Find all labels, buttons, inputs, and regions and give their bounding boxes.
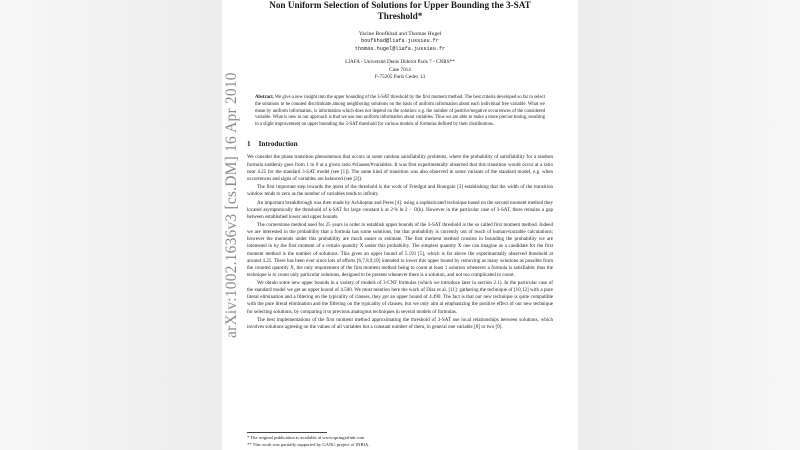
body-text: [247, 154, 553, 331]
paragraph-6: The best implementations of the first moment method approximating the threshold of 3-SAT use local relationships between solutions, which involves solutions agreeing on the values of all variables but a constant number of them, in general one variable [8] or two [9].: [247, 316, 553, 331]
abstract: [255, 95, 545, 128]
paragraph-2: The first important step towards the quest of the threshold is the work of Friedgut and Bourgain [3] establishing that the width of the transition window tends to zero as the number of variables tends to infinity.: [247, 184, 553, 198]
title-line-1: Non Uniform Selection of Solutions for Upper Bounding the 3-SAT: [269, 0, 531, 10]
author-email-2[interactable]: thomas.hugel@liafa.jussieu.fr: [354, 45, 446, 52]
abstract-text: We give a new insight into the upper bounding of the 3-SAT threshold by the first moment method. The best criteria developed so far to select the solutions to be counted discriminate among neighboring solutions on the basis of uniform information about each individual free variable. What we mean by uniform information, is information which does not depend on the solution: e.g. the number of positive/negative occurrences of the considered variable. What is new in our approach is that we use non uniform information about variables. Thus we are able to make a more precise tuning, resulting in a slight improvement on upper bounding the 3-SAT threshold for various models of formulas defined by their distributions.: [255, 95, 545, 127]
paragraph-1: We consider the phase transition phenomenon that occurs in some random satisfiability problems, where the probability of satisfiability for a random formula suddenly goes from 1 to 0 at a given ratio #clauses/#variables. It was first experimentally observed that this transition would occur at a ratio near 4.25 for the standard 3-SAT model (see [1]). The same kind of transition was also observed in some variants of the standard model, e.g. when occurrences and signs of variables are balanced (see [2]).: [247, 154, 553, 182]
paragraph-5: We obtain some new upper bounds in a variety of models of 3-CNF formulas (which we introduce later in section 2.1). In the particular case of the standard model we get an upper bound of 4.500. We must mention here the work of Díaz et al. [11]: gathering the technique of [10,12] with a pure literal elimination and a filtering on the typicality of clauses, they got an upper bound of 4.490. The fact is that our new technique is quite compatible with the pure literal elimination and the filtering on the typicality of clauses, but we only aim at emphasizing the positive effect of our new technique for selecting solutions, by comparing it to previous analogous techniques in several models of formulas.: [247, 280, 553, 315]
author-names: Yacine Boufkhad and Thomas Hugel: [358, 31, 442, 37]
arxiv-stamp-text: arXiv:1002.1636v3 [cs.DM] 16 Apr 2010: [223, 72, 240, 338]
paragraph-3: An important breakthrough was then made by Achlioptas and Peres [4]: using a sophisticated technique based on the second moment method they located asymptotically the threshold of k-SAT for large constant k at 2^k ln 2 − O(k). However in the particular case of 3-SAT, there remains a gap between established lower and upper bounds.: [247, 199, 553, 220]
abstract-label: Abstract.: [255, 95, 274, 101]
author-block: [247, 31, 553, 53]
footnotes: [247, 432, 370, 447]
affiliation-line-1: LIAFA - Université Denis Diderot Paris 7 - CNRS**: [345, 59, 455, 66]
affiliation-block: [247, 59, 553, 81]
author-email-1[interactable]: boufkhad@liafa.jussieu.fr: [361, 38, 439, 45]
paper-content: [247, 0, 553, 331]
paper-page: [222, 0, 578, 450]
footnote-2: ** This work was partially supported by GANG project of INRIA.: [247, 442, 370, 447]
section-heading: [247, 140, 553, 149]
affiliation-line-2: Case 7014: [389, 66, 411, 73]
paragraph-4: The cornerstone method used for 25 years in order to establish upper bounds of the 3-SAT threshold is the so called first moment method. Indeed we are interested in the probability that a formula has some solutions, but that probability is currently out of reach of human-tractable calculations; however the moments under this probability are much easier to estimate. The first moment method consists in bounding the probability we are interested in by the first moment of a certain quantity X under this probability. The simplest quantity X one can imagine as a candidate for the first moment method is the number of solutions. This gives an upper bound of 5.191 [5], which is far above the experimentally observed threshold at around 4.25. There has been ever since lots of efforts [6,7,8,9,10] intended to lower this upper bound by removing as many solutions as possible from the counted quantity X, the only requirement of the first moment method being to count at least 1 solution whenever a formula is satisfiable; thus the technique is to count only particular solutions, designed to be present whenever there is a solution, and not too complicated to count.: [247, 222, 553, 278]
section-number: 1: [247, 140, 251, 149]
footnote-1: * The original publication is available at www.springerlink.com: [247, 435, 365, 440]
title-line-2: Threshold*: [377, 11, 423, 21]
left-margin-background: [0, 0, 222, 450]
paper-title: [247, 0, 553, 22]
section-title: Introduction: [258, 140, 298, 149]
right-margin-background: [578, 0, 800, 450]
affiliation-line-3: F-75205 Paris Cedex 13: [374, 74, 426, 81]
